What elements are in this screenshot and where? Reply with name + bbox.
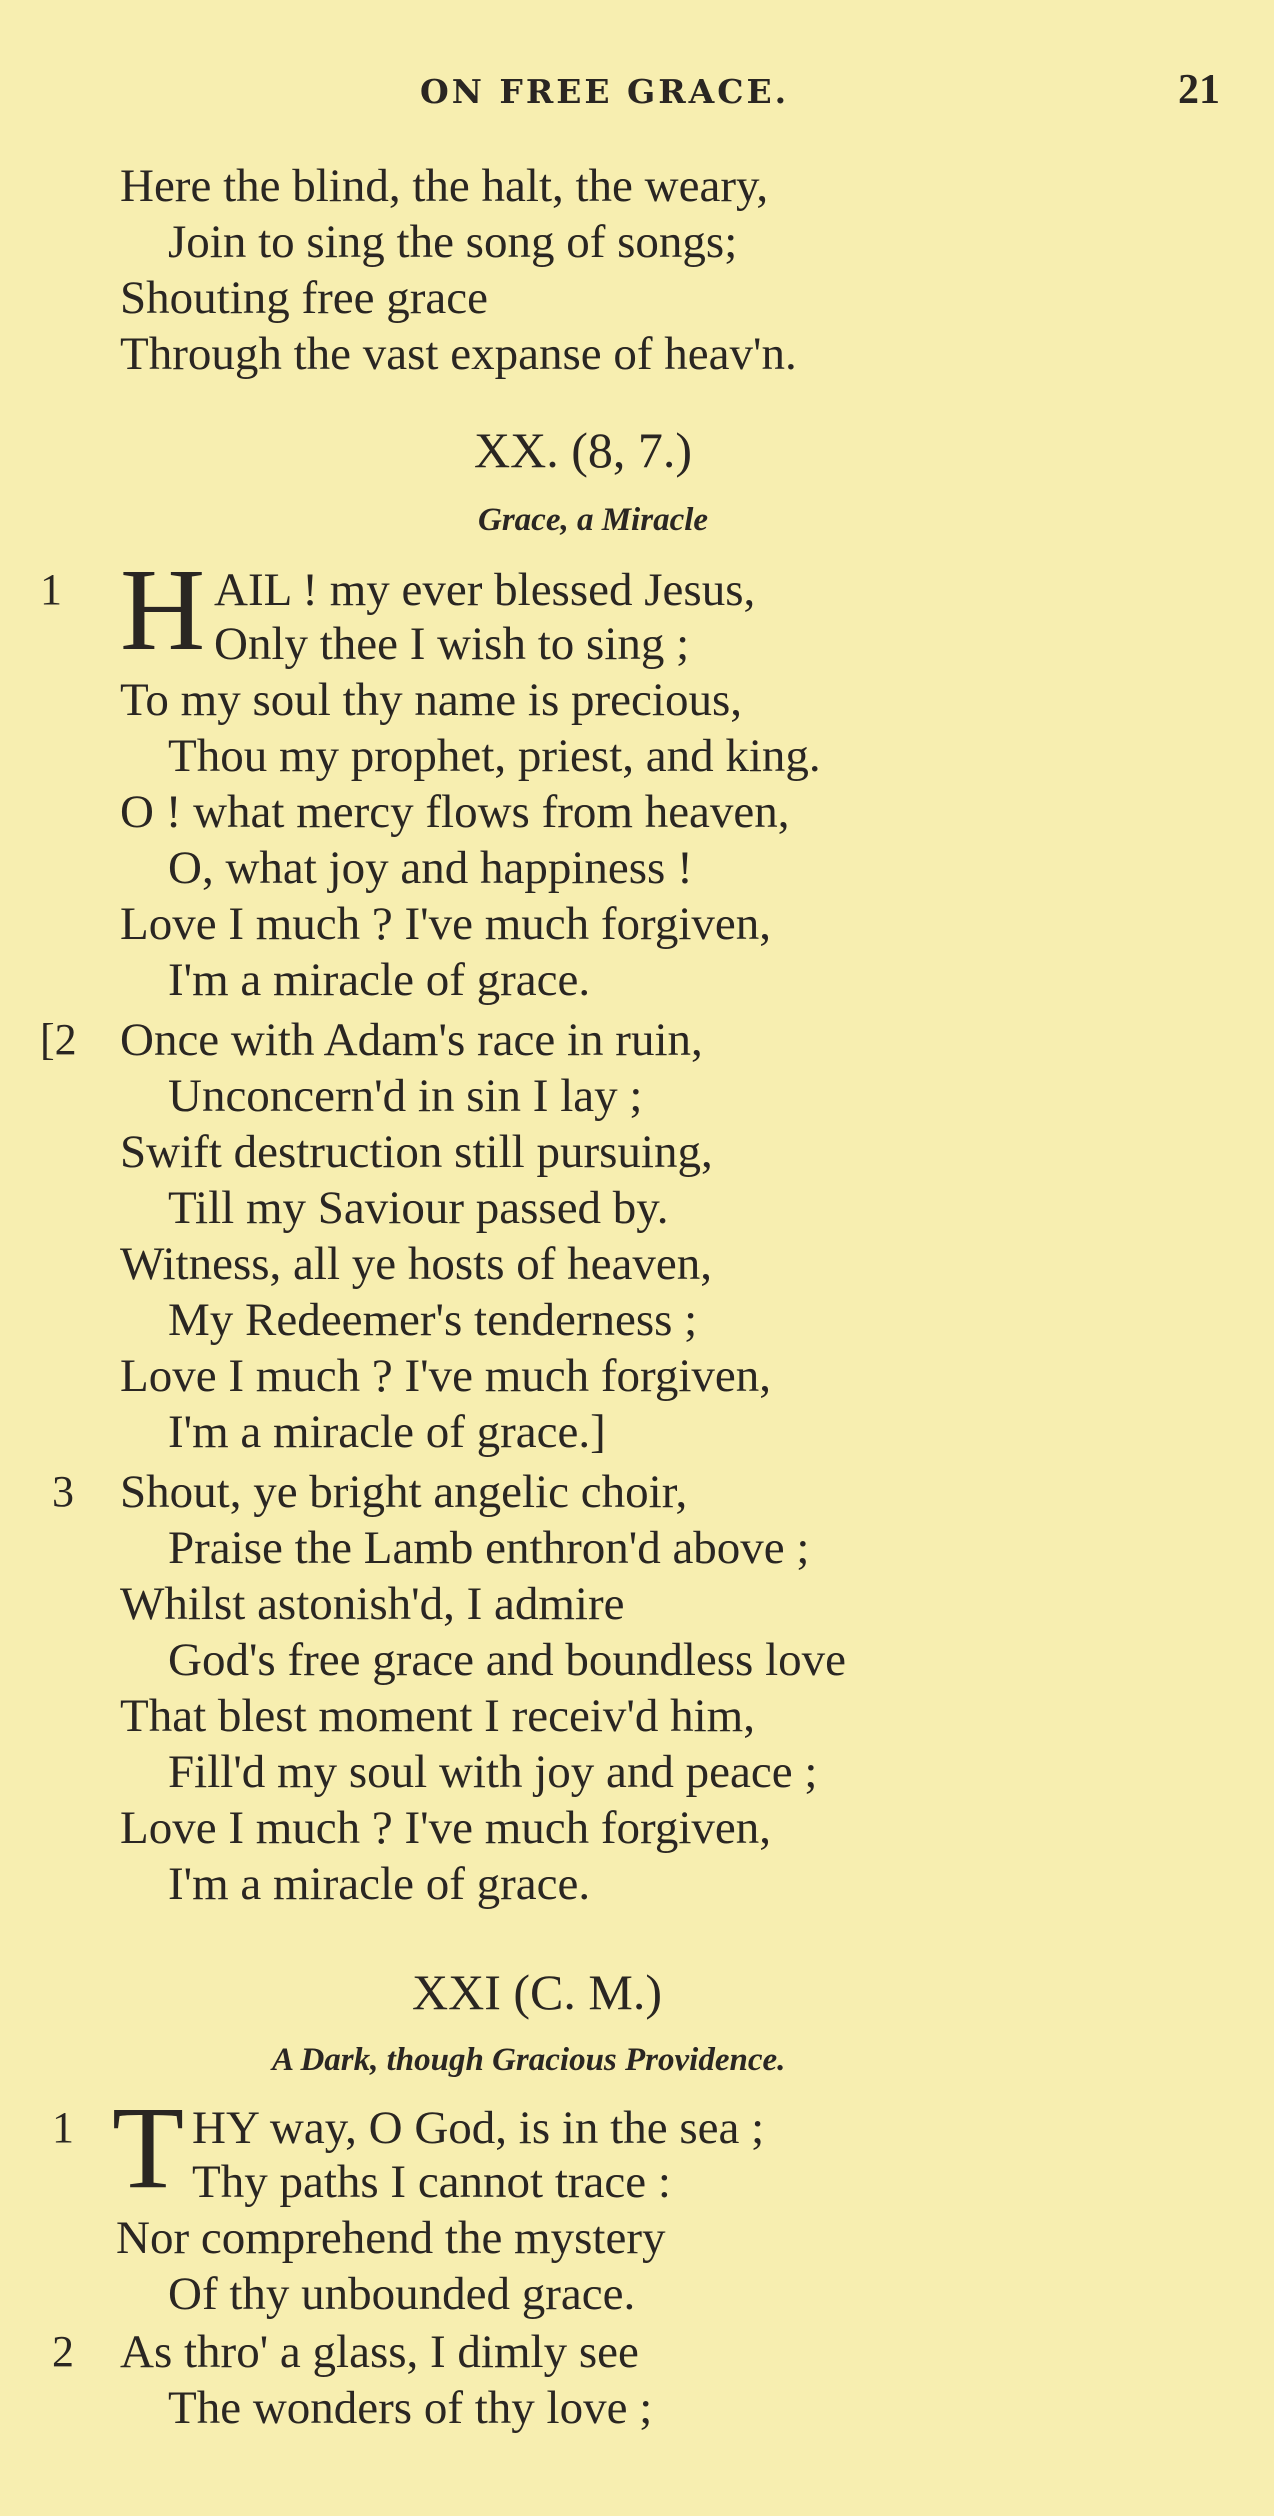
verse-line: Whilst astonish'd, I admire (120, 1578, 625, 1630)
verse-line: That blest moment I receiv'd him, (120, 1690, 755, 1742)
running-header (0, 67, 1274, 122)
verse-line: Nor comprehend the mystery (116, 2212, 666, 2264)
verse-line: I'm a miracle of grace. (168, 1858, 591, 1910)
running-title: ON FREE GRACE. (420, 72, 790, 111)
verse-number: 2 (52, 2327, 74, 2376)
verse-line: O ! what mercy flows from heaven, (120, 786, 790, 838)
verse-line: I'm a miracle of grace.] (168, 1406, 606, 1458)
verse-line: HY way, O God, is in the sea ; (192, 2102, 765, 2154)
verse-number: 3 (52, 1467, 74, 1516)
verse-line: To my soul thy name is precious, (120, 674, 742, 726)
verse-line: My Redeemer's tenderness ; (168, 1294, 698, 1346)
verse-line: Join to sing the song of songs; (168, 216, 738, 268)
verse-line: Unconcern'd in sin I lay ; (168, 1070, 643, 1122)
verse-line: I'm a miracle of grace. (168, 954, 591, 1006)
verse-line: As thro' a glass, I dimly see (120, 2326, 639, 2378)
verse-line: Shouting free grace (120, 272, 489, 324)
verse-line: Witness, all ye hosts of heaven, (120, 1238, 712, 1290)
hymn-heading: XXI (C. M.) (412, 1964, 662, 2020)
page-number: 21 (1178, 67, 1220, 113)
verse-number: 1 (52, 2103, 74, 2152)
verse-line: Love I much ? I've much forgiven, (120, 1802, 772, 1854)
verse-line: Swift destruction still pursuing, (120, 1126, 713, 1178)
verse-line: Love I much ? I've much forgiven, (120, 1350, 772, 1402)
verse-line: Thy paths I cannot trace : (192, 2156, 671, 2208)
verse-number: [2 (40, 1015, 77, 1064)
verse-line: Through the vast expanse of heav'n. (120, 328, 797, 380)
hymn-subtitle: A Dark, though Gracious Providence. (272, 2042, 786, 2078)
drop-cap: T (112, 2082, 185, 2213)
verse-line: Shout, ye bright angelic choir, (120, 1466, 688, 1518)
verse-line: God's free grace and boundless love (168, 1634, 846, 1686)
drop-cap: H (120, 544, 206, 675)
hymn-heading: XX. (8, 7.) (474, 422, 693, 478)
verse-line: Praise the Lamb enthron'd above ; (168, 1522, 810, 1574)
verse-line: Here the blind, the halt, the weary, (120, 160, 769, 212)
verse-line: Of thy unbounded grace. (168, 2268, 636, 2320)
verse-line: Thou my prophet, priest, and king. (168, 730, 821, 782)
verse-line: Love I much ? I've much forgiven, (120, 898, 772, 950)
verse-line: Fill'd my soul with joy and peace ; (168, 1746, 818, 1798)
verse-line: AIL ! my ever blessed Jesus, (214, 564, 756, 616)
verse-line: O, what joy and happiness ! (168, 842, 693, 894)
verse-line: Once with Adam's race in ruin, (120, 1014, 703, 1066)
verse-number: 1 (40, 565, 62, 614)
verse-line: Till my Saviour passed by. (168, 1182, 669, 1234)
hymn-subtitle: Grace, a Miracle (478, 502, 709, 538)
verse-line: The wonders of thy love ; (168, 2382, 653, 2434)
verse-line: Only thee I wish to sing ; (214, 618, 690, 670)
